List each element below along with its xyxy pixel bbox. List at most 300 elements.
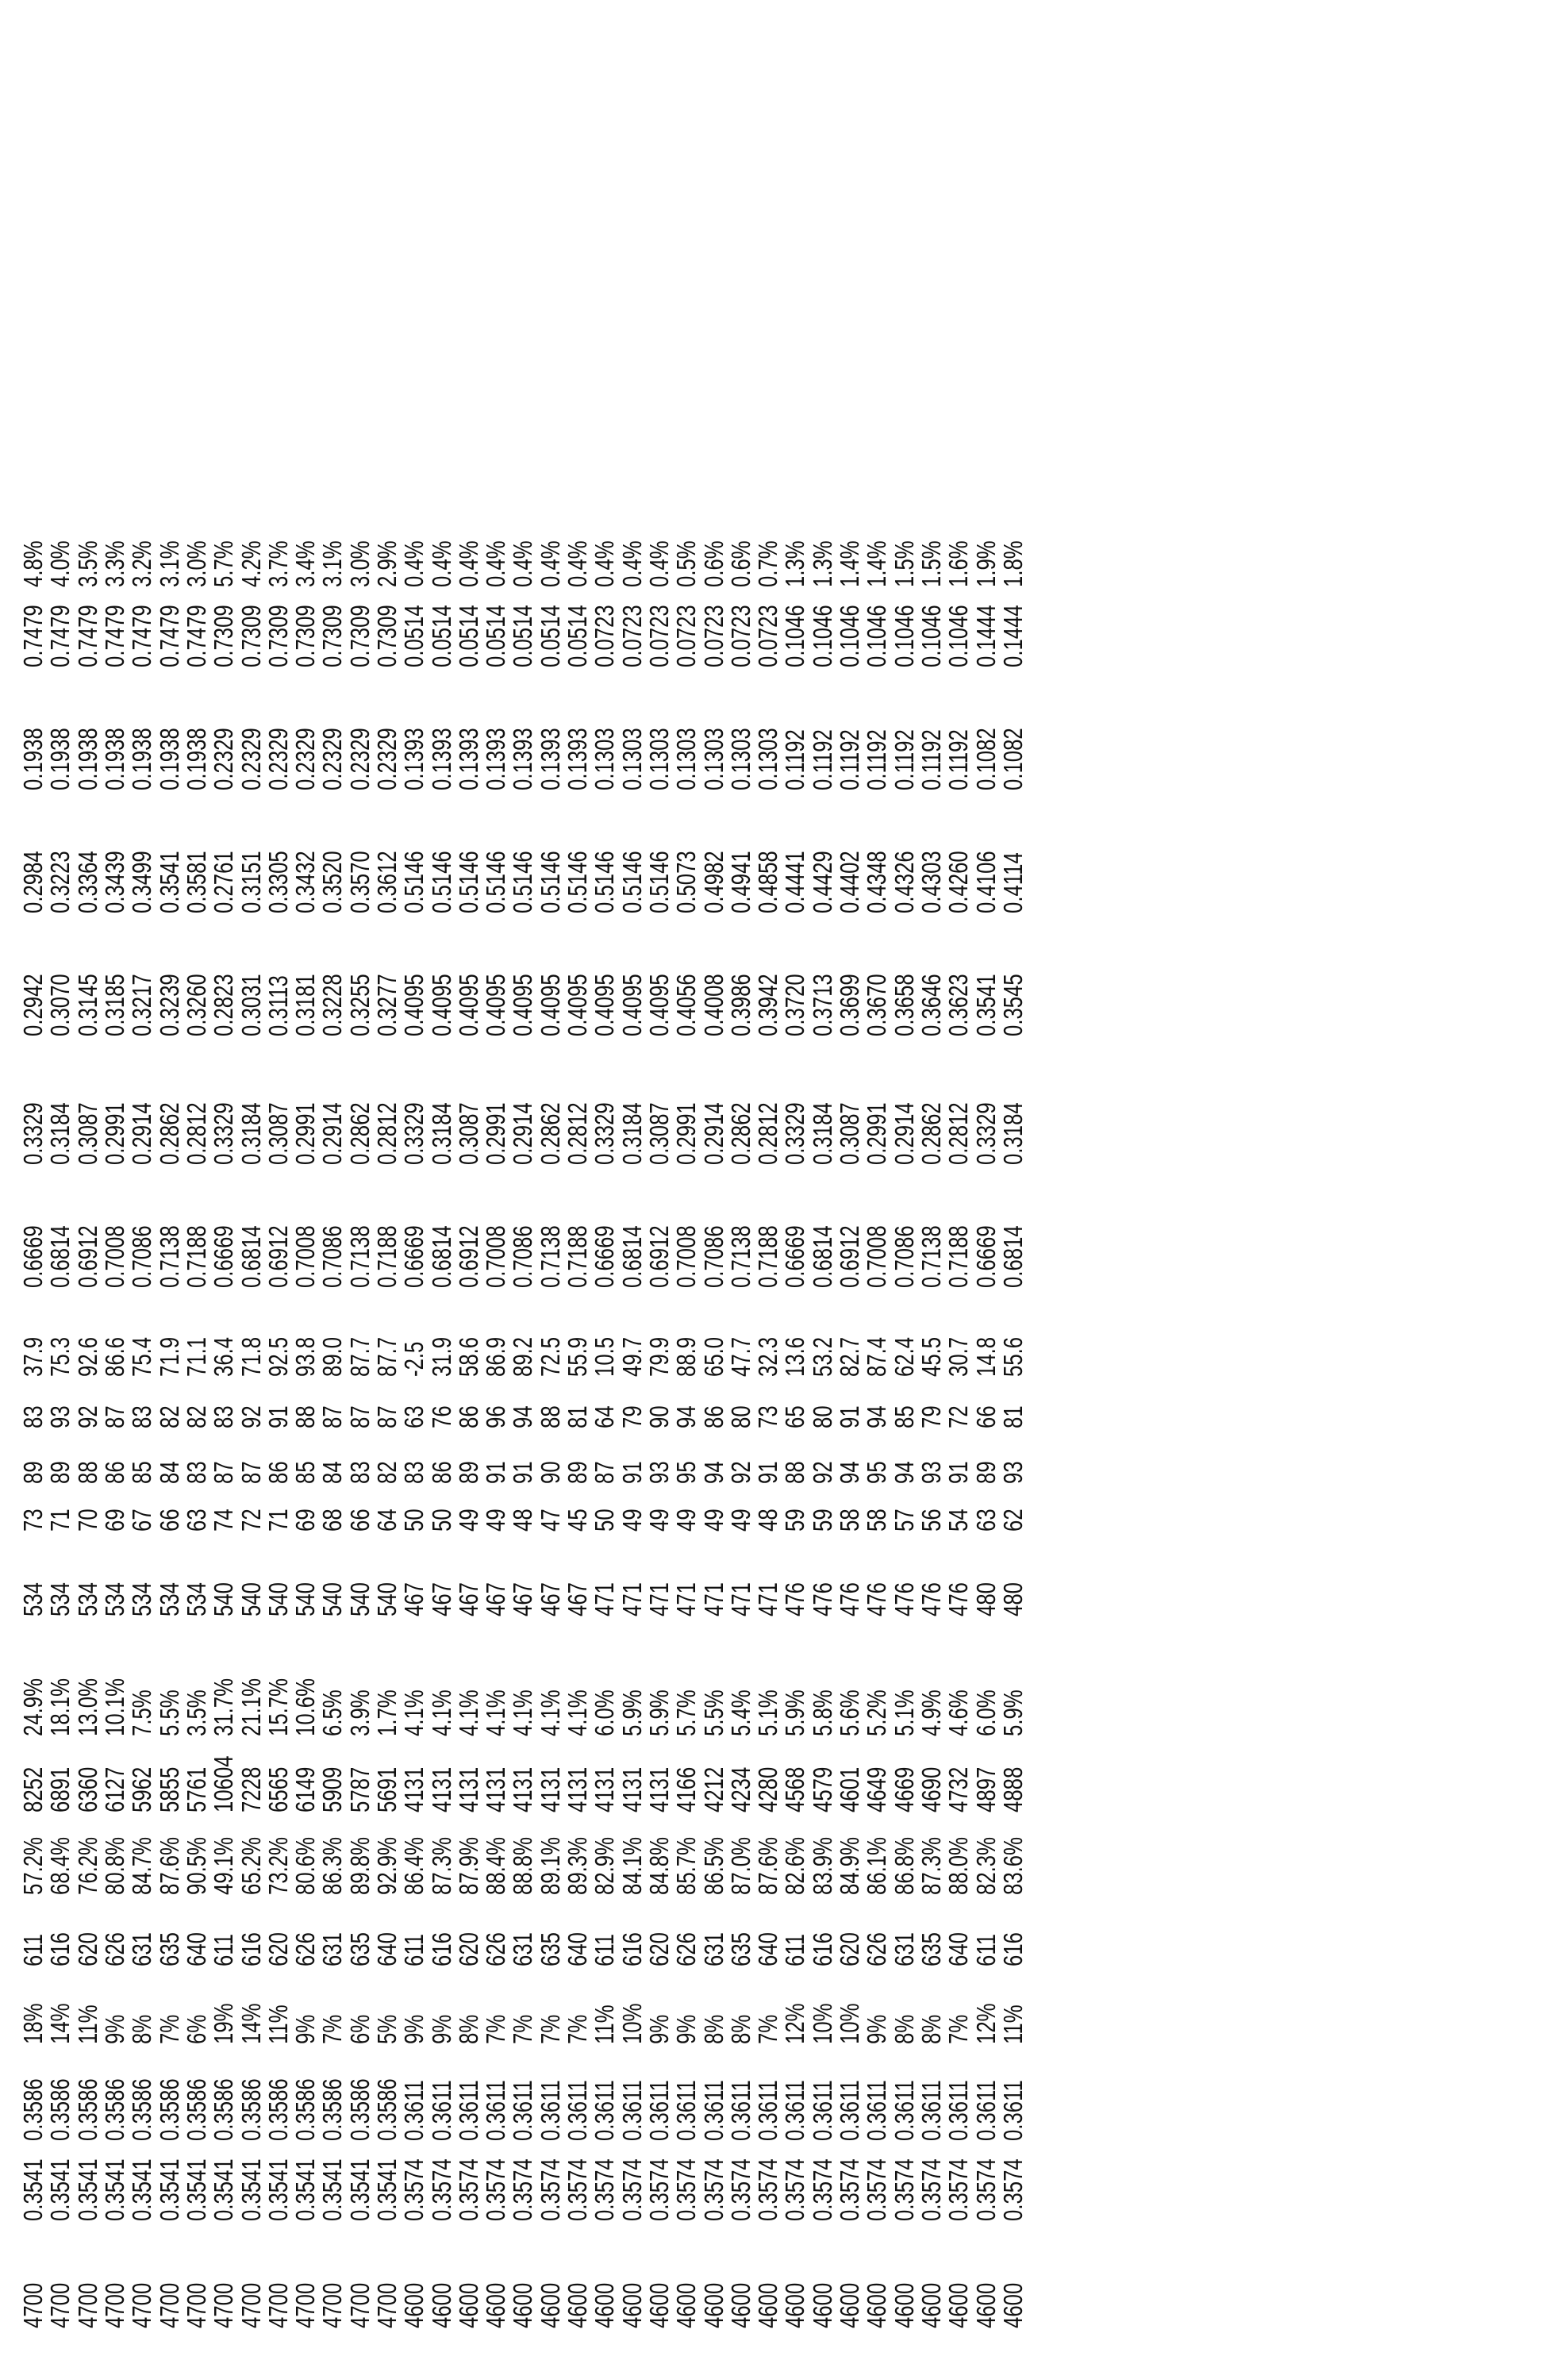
table-cell: 0.3611 — [700, 2066, 727, 2141]
table-cell: 36.4 — [210, 1308, 237, 1377]
table-cell: 86 — [455, 1388, 482, 1428]
table-row — [156, 528, 183, 2328]
table-cell: 0.0514 — [509, 605, 536, 667]
table-cell: 3.7% — [265, 540, 292, 587]
table-cell: 0.3087 — [836, 1065, 863, 1165]
table-cell: 0.0723 — [619, 605, 646, 667]
table-cell: 4600 — [401, 2245, 428, 2328]
table-cell: 476 — [891, 1551, 918, 1616]
table-cell: 95 — [673, 1440, 700, 1484]
table-cell: 89.0 — [319, 1308, 346, 1377]
table-cell: 8% — [129, 1984, 156, 2044]
table-cell: 0.3574 — [537, 2158, 564, 2221]
table-cell: 50 — [428, 1494, 455, 1532]
table-cell: 0.7188 — [755, 1192, 782, 1288]
table-cell: 91 — [482, 1440, 509, 1484]
table-cell: 63 — [183, 1494, 210, 1532]
table-cell: 0.3184 — [809, 1065, 836, 1165]
table-cell: 9% — [646, 1984, 673, 2044]
table-cell: 0.2329 — [210, 694, 237, 790]
table-cell: 5761 — [183, 1753, 210, 1812]
table-cell: 0.0723 — [646, 605, 673, 667]
table-cell: 0.1938 — [102, 694, 129, 790]
table-cell: 88 — [292, 1388, 319, 1428]
table-cell: 5909 — [319, 1753, 346, 1812]
table-cell: 0.7138 — [537, 1192, 564, 1288]
table-cell: 467 — [455, 1551, 482, 1616]
table-row — [292, 528, 319, 2328]
table-cell: 0.3184 — [237, 1065, 264, 1165]
table-cell: 88 — [75, 1440, 102, 1484]
table-cell: 611 — [591, 1911, 618, 1966]
table-row — [265, 528, 292, 2328]
table-cell: 24.9% — [20, 1643, 47, 1736]
table-cell: 0.3574 — [700, 2158, 727, 2221]
table-cell: 0.4% — [482, 540, 509, 587]
table-cell: 0.4% — [428, 540, 455, 587]
table-cell: 0.1192 — [782, 694, 809, 790]
table-cell: 540 — [374, 1551, 401, 1616]
table-cell: 4.2% — [237, 540, 264, 587]
table-cell: 9% — [428, 1984, 455, 2044]
document-page — [0, 0, 1568, 2360]
table-cell: 635 — [537, 1911, 564, 1966]
table-cell: 3.9% — [347, 1643, 374, 1736]
table-cell: 0.1303 — [646, 694, 673, 790]
table-cell: 64 — [591, 1388, 618, 1428]
table-cell: 0.1046 — [836, 605, 863, 667]
table-cell: 4600 — [1000, 2245, 1027, 2328]
table-cell: 0.2812 — [183, 1065, 210, 1165]
table-cell: 92.5 — [265, 1308, 292, 1377]
table-cell: 5.9% — [782, 1643, 809, 1736]
table-cell: 471 — [755, 1551, 782, 1616]
table-cell: 4.1% — [455, 1643, 482, 1736]
table-cell: 4600 — [619, 2245, 646, 2328]
table-cell: 0.6814 — [1000, 1192, 1027, 1288]
table-cell: 1.4% — [863, 540, 890, 587]
table-cell: 69 — [292, 1494, 319, 1532]
table-cell: 0.3329 — [782, 1065, 809, 1165]
table-cell: 0.1192 — [836, 694, 863, 790]
table-cell: 0.3574 — [945, 2158, 972, 2221]
table-cell: 89.8% — [347, 1831, 374, 1895]
table-cell: 32.3 — [755, 1308, 782, 1377]
table-body — [20, 528, 1027, 2328]
table-cell: 86.9 — [482, 1308, 509, 1377]
table-cell: 89.2 — [509, 1308, 536, 1377]
table-cell: 5787 — [347, 1753, 374, 1812]
table-cell: 0.7138 — [156, 1192, 183, 1288]
table-cell: 12% — [972, 1984, 999, 2044]
table-row — [782, 528, 809, 2328]
table-cell: 631 — [700, 1911, 727, 1966]
table-cell: 4700 — [156, 2245, 183, 2328]
table-cell: 4600 — [564, 2245, 591, 2328]
table-cell: 4700 — [347, 2245, 374, 2328]
table-cell: 0.3611 — [619, 2066, 646, 2141]
table-cell: 0.1046 — [918, 605, 945, 667]
table-cell: 2.9% — [374, 540, 401, 587]
table-cell: 70 — [75, 1494, 102, 1532]
table-cell: 0.1046 — [782, 605, 809, 667]
table-cell: 0.3586 — [75, 2066, 102, 2141]
table-cell: 0.1192 — [945, 694, 972, 790]
table-cell: 4.1% — [564, 1643, 591, 1736]
table-cell: 5.9% — [1000, 1643, 1027, 1736]
table-cell: 87 — [591, 1440, 618, 1484]
table-cell: 93.8 — [292, 1308, 319, 1377]
table-cell: 0.7086 — [700, 1192, 727, 1288]
table-row — [700, 528, 727, 2328]
table-cell: 0.5146 — [401, 817, 428, 913]
table-cell: 471 — [619, 1551, 646, 1616]
table-cell: 0.2823 — [210, 940, 237, 1036]
table-cell: 49 — [728, 1494, 755, 1532]
table-cell: 0.7188 — [374, 1192, 401, 1288]
table-cell: 1.3% — [782, 540, 809, 587]
table-cell: 0.3329 — [210, 1065, 237, 1165]
table-cell: 87.9% — [455, 1831, 482, 1895]
table-cell: 0.1303 — [700, 694, 727, 790]
table-cell: 640 — [183, 1911, 210, 1966]
table-cell: 6.0% — [591, 1643, 618, 1736]
table-cell: 71.1 — [183, 1308, 210, 1377]
table-cell: 56 — [918, 1494, 945, 1532]
table-cell: 0.6814 — [47, 1192, 74, 1288]
table-row — [20, 528, 47, 2328]
table-cell: 92.6 — [75, 1308, 102, 1377]
table-cell: 0.3260 — [183, 940, 210, 1036]
table-cell: 480 — [1000, 1551, 1027, 1616]
table-cell: 0.3658 — [891, 940, 918, 1036]
table-cell: 4600 — [809, 2245, 836, 2328]
table-cell: 0.2329 — [237, 694, 264, 790]
table-cell: 0.4326 — [891, 817, 918, 913]
table-cell: 626 — [863, 1911, 890, 1966]
table-cell: 49.1% — [210, 1831, 237, 1895]
table-cell: 0.7309 — [210, 605, 237, 667]
table-cell: 0.1046 — [809, 605, 836, 667]
table-cell: 0.3541 — [156, 817, 183, 913]
table-cell: 0.4095 — [564, 940, 591, 1036]
table-cell: 0.4095 — [537, 940, 564, 1036]
table-cell: 83 — [129, 1388, 156, 1428]
table-cell: 0.7008 — [482, 1192, 509, 1288]
table-cell: 14% — [237, 1984, 264, 2044]
table-cell: 0.3611 — [482, 2066, 509, 2141]
table-cell: 467 — [428, 1551, 455, 1616]
table-cell: 0.1938 — [20, 694, 47, 790]
table-row — [619, 528, 646, 2328]
table-cell: 0.6669 — [972, 1192, 999, 1288]
table-cell: 89 — [20, 1440, 47, 1484]
table-cell: 4600 — [755, 2245, 782, 2328]
table-cell: 0.3574 — [972, 2158, 999, 2221]
table-cell: 0.1192 — [918, 694, 945, 790]
table-cell: 80.8% — [102, 1831, 129, 1895]
table-cell: 0.1303 — [591, 694, 618, 790]
table-cell: 75.4 — [129, 1308, 156, 1377]
table-cell: 0.3087 — [455, 1065, 482, 1165]
table-cell: 0.3574 — [455, 2158, 482, 2221]
table-cell: 0.1046 — [891, 605, 918, 667]
table-cell: 87 — [374, 1388, 401, 1428]
table-cell: 0.3611 — [972, 2066, 999, 2141]
table-cell: 7% — [537, 1984, 564, 2044]
table-cell: 0.3087 — [75, 1065, 102, 1165]
table-cell: 0.3574 — [891, 2158, 918, 2221]
table-cell: 57.2% — [20, 1831, 47, 1895]
table-cell: 93 — [1000, 1440, 1027, 1484]
table-cell: 55.9 — [564, 1308, 591, 1377]
table-cell: 0.3364 — [75, 817, 102, 913]
table-cell: 85 — [891, 1388, 918, 1428]
table-cell: 620 — [265, 1911, 292, 1966]
table-cell: 0.0514 — [537, 605, 564, 667]
table-cell: 91 — [755, 1440, 782, 1484]
table-cell: 92 — [75, 1388, 102, 1428]
table-cell: 0.3329 — [972, 1065, 999, 1165]
table-cell: 0.3586 — [265, 2066, 292, 2141]
table-cell: 5.1% — [755, 1643, 782, 1736]
table-cell: 0.2991 — [482, 1065, 509, 1165]
table-cell: 72 — [237, 1494, 264, 1532]
table-cell: 0.7309 — [347, 605, 374, 667]
table-cell: 635 — [728, 1911, 755, 1966]
table-cell: 87.3% — [428, 1831, 455, 1895]
table-cell: 6891 — [47, 1753, 74, 1812]
table-cell: 84 — [319, 1440, 346, 1484]
table-cell: 0.7479 — [102, 605, 129, 667]
table-cell: 79.9 — [646, 1308, 673, 1377]
table-cell: 0.7086 — [509, 1192, 536, 1288]
table-cell: 13.6 — [782, 1308, 809, 1377]
table-cell: 0.2914 — [319, 1065, 346, 1165]
table-cell: 0.3574 — [728, 2158, 755, 2221]
table-cell: 626 — [292, 1911, 319, 1966]
table-cell: 5.7% — [210, 540, 237, 587]
table-cell: 0.2329 — [292, 694, 319, 790]
table-cell: 471 — [728, 1551, 755, 1616]
table-cell: 87.6% — [755, 1831, 782, 1895]
table-cell: 0.3217 — [129, 940, 156, 1036]
table-cell: 0.3574 — [646, 2158, 673, 2221]
table-cell: 0.3228 — [319, 940, 346, 1036]
table-cell: 55.6 — [1000, 1308, 1027, 1377]
table-cell: 4131 — [401, 1753, 428, 1812]
table-cell: 626 — [102, 1911, 129, 1966]
table-cell: 0.2914 — [509, 1065, 536, 1165]
table-cell: 86 — [102, 1440, 129, 1484]
table-cell: 5.4% — [728, 1643, 755, 1736]
table-cell: 0.3611 — [509, 2066, 536, 2141]
table-cell: 92 — [237, 1388, 264, 1428]
table-cell: 15.7% — [265, 1643, 292, 1736]
table-cell: 62.4 — [891, 1308, 918, 1377]
table-cell: 90.5% — [183, 1831, 210, 1895]
table-cell: 4600 — [646, 2245, 673, 2328]
table-cell: 86 — [428, 1440, 455, 1484]
table-cell: 0.3541 — [210, 2158, 237, 2221]
table-cell: 0.6912 — [836, 1192, 863, 1288]
table-cell: 0.2812 — [564, 1065, 591, 1165]
table-cell: 0.5146 — [428, 817, 455, 913]
table-cell: 0.3986 — [728, 940, 755, 1036]
table-cell: 0.3611 — [918, 2066, 945, 2141]
table-cell: 0.4% — [401, 540, 428, 587]
table-cell: 0.4441 — [782, 817, 809, 913]
table-cell: 534 — [129, 1551, 156, 1616]
table-cell: 0.7008 — [673, 1192, 700, 1288]
table-cell: 88.8% — [509, 1831, 536, 1895]
table-cell: 0.6% — [700, 540, 727, 587]
table-cell: 87.3% — [918, 1831, 945, 1895]
table-cell: 66 — [972, 1388, 999, 1428]
table-cell: 83 — [210, 1388, 237, 1428]
table-cell: 0.3113 — [265, 940, 292, 1036]
table-cell: 0.6814 — [428, 1192, 455, 1288]
rotated-table-area — [0, 0, 1568, 2360]
table-cell: 0.4402 — [836, 817, 863, 913]
table-cell: 5855 — [156, 1753, 183, 1812]
table-cell: 6.0% — [972, 1643, 999, 1736]
table-cell: 467 — [401, 1551, 428, 1616]
table-cell: 19% — [210, 1984, 237, 2044]
table-cell: 0.4056 — [673, 940, 700, 1036]
table-cell: 0.6669 — [401, 1192, 428, 1288]
table-cell: 50 — [401, 1494, 428, 1532]
table-cell: 79 — [918, 1388, 945, 1428]
table-cell: 0.3541 — [20, 2158, 47, 2221]
table-cell: 3.0% — [183, 540, 210, 587]
table-cell: 11% — [265, 1984, 292, 2044]
table-cell: 534 — [102, 1551, 129, 1616]
table-cell: 18% — [20, 1984, 47, 2044]
table-cell: 82 — [156, 1388, 183, 1428]
table-cell: 0.2914 — [700, 1065, 727, 1165]
table-cell: 540 — [347, 1551, 374, 1616]
table-cell: 18.1% — [47, 1643, 74, 1736]
table-cell: 0.1082 — [1000, 694, 1027, 790]
table-cell: 4600 — [591, 2245, 618, 2328]
table-cell: 72 — [945, 1388, 972, 1428]
table-row — [673, 528, 700, 2328]
table-cell: 0.1192 — [891, 694, 918, 790]
table-cell: 640 — [374, 1911, 401, 1966]
table-cell: 49 — [455, 1494, 482, 1532]
table-cell: 6565 — [265, 1753, 292, 1812]
table-cell: 0.1938 — [156, 694, 183, 790]
table-cell: 0.7% — [755, 540, 782, 587]
table-cell: 0.2991 — [292, 1065, 319, 1165]
table-cell: 0.3541 — [129, 2158, 156, 2221]
table-cell: 1.5% — [918, 540, 945, 587]
table-cell: 86.8% — [891, 1831, 918, 1895]
table-cell: 0.2862 — [537, 1065, 564, 1165]
table-cell: 4600 — [891, 2245, 918, 2328]
table-cell: 0.2329 — [319, 694, 346, 790]
table-cell: 0.3611 — [1000, 2066, 1027, 2141]
table-cell: 0.3087 — [646, 1065, 673, 1165]
table-cell: 84.8% — [646, 1831, 673, 1895]
table-cell: 87.6% — [156, 1831, 183, 1895]
table-cell: 49 — [482, 1494, 509, 1532]
table-cell: 4600 — [482, 2245, 509, 2328]
table-cell: 0.1393 — [482, 694, 509, 790]
table-cell: 65 — [782, 1388, 809, 1428]
table-cell: 0.3586 — [102, 2066, 129, 2141]
table-cell: 82 — [374, 1440, 401, 1484]
table-cell: 0.5% — [673, 540, 700, 587]
table-cell: 0.4095 — [509, 940, 536, 1036]
table-cell: 0.3541 — [972, 940, 999, 1036]
table-cell: 0.3612 — [374, 817, 401, 913]
table-cell: 0.3151 — [237, 817, 264, 913]
table-cell: 5% — [374, 1984, 401, 2044]
table-cell: 86 — [700, 1388, 727, 1428]
table-cell: 83 — [401, 1440, 428, 1484]
table-cell: 10604 — [210, 1753, 237, 1812]
table-cell: 10.1% — [102, 1643, 129, 1736]
table-cell: 0.7479 — [129, 605, 156, 667]
table-cell: 0.3574 — [509, 2158, 536, 2221]
table-cell: 0.2329 — [374, 694, 401, 790]
table-cell: 8% — [700, 1984, 727, 2044]
table-cell: 4732 — [945, 1753, 972, 1812]
table-row — [319, 528, 346, 2328]
table-cell: 4600 — [673, 2245, 700, 2328]
table-cell: 0.3574 — [1000, 2158, 1027, 2221]
table-row — [374, 528, 401, 2328]
table-cell: 89 — [455, 1440, 482, 1484]
table-row — [347, 528, 374, 2328]
table-cell: 4600 — [836, 2245, 863, 2328]
table-cell: 45 — [564, 1494, 591, 1532]
table-cell: 0.3223 — [47, 817, 74, 913]
table-cell: 90 — [537, 1440, 564, 1484]
table-cell: 0.3646 — [918, 940, 945, 1036]
table-cell: 0.4095 — [428, 940, 455, 1036]
table-cell: 4700 — [210, 2245, 237, 2328]
table-cell: 5.1% — [891, 1643, 918, 1736]
table-row — [591, 528, 618, 2328]
table-cell: 80 — [809, 1388, 836, 1428]
table-cell: 1.4% — [836, 540, 863, 587]
table-cell: 0.7309 — [265, 605, 292, 667]
table-cell: 1.5% — [891, 540, 918, 587]
table-cell: 534 — [75, 1551, 102, 1616]
table-cell: 83 — [20, 1388, 47, 1428]
table-cell: 0.3329 — [591, 1065, 618, 1165]
table-cell: 0.4858 — [755, 817, 782, 913]
table-cell: 0.3586 — [47, 2066, 74, 2141]
table-cell: 0.6814 — [237, 1192, 264, 1288]
table-cell: 0.3611 — [401, 2066, 428, 2141]
table-cell: 4669 — [891, 1753, 918, 1812]
table-cell: 14% — [47, 1984, 74, 2044]
table-cell: 0.5146 — [482, 817, 509, 913]
table-cell: 0.7086 — [319, 1192, 346, 1288]
table-cell: 0.3586 — [183, 2066, 210, 2141]
table-cell: 471 — [700, 1551, 727, 1616]
table-cell: 92 — [809, 1440, 836, 1484]
table-cell: 4600 — [428, 2245, 455, 2328]
table-cell: 66 — [347, 1494, 374, 1532]
table-cell: 0.0723 — [673, 605, 700, 667]
table-cell: 11% — [591, 1984, 618, 2044]
table-cell: 88 — [537, 1388, 564, 1428]
